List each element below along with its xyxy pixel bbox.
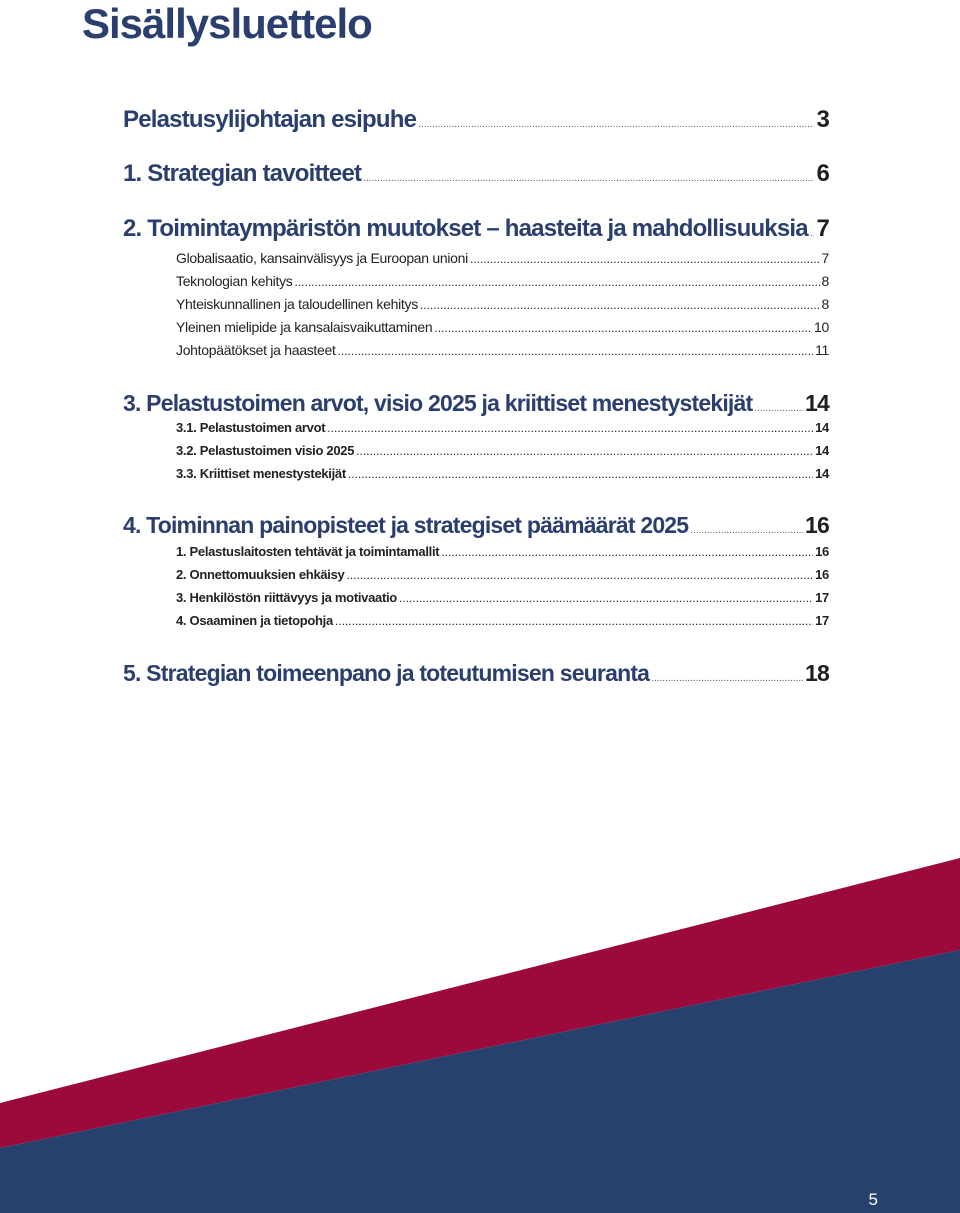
toc-page-number: 3	[816, 106, 829, 133]
toc-entry-label: Yleinen mielipide ja kansalaisvaikuttaminen	[176, 319, 433, 335]
toc-page-number: 16	[815, 544, 829, 559]
toc-page-number: 14	[815, 420, 829, 435]
toc-entry-label: Pelastusylijohtajan esipuhe	[123, 106, 417, 133]
toc-page-number: 11	[815, 342, 829, 358]
toc-entry-label: Globalisaatio, kansainvälisyys ja Euroopan unioni	[176, 250, 468, 266]
toc-entry-label: 4. Toiminnan painopisteet ja strategiset päämäärät 2025	[123, 512, 689, 538]
toc-entry-label: Johtopäätökset ja haasteet	[176, 342, 336, 358]
toc-page-number: 7	[821, 250, 829, 266]
page-title: Sisällysluettelo	[82, 0, 372, 47]
toc-entry-label: Teknologian kehitys	[176, 273, 293, 289]
toc-page-number: 17	[815, 613, 829, 628]
toc-page-number: 7	[816, 215, 829, 242]
toc-entry-label: 4. Osaaminen ja tietopohja	[176, 613, 333, 628]
toc-page-number: 6	[816, 160, 829, 187]
toc-page-number: 10	[814, 319, 829, 335]
toc-page-number: 18	[805, 660, 829, 686]
toc-entry-label: 3.2. Pelastustoimen visio 2025	[176, 443, 355, 458]
toc-page-number: 8	[821, 296, 829, 312]
toc-page-number: 16	[815, 567, 829, 582]
toc-entry-label: 3.1. Pelastustoimen arvot	[176, 420, 326, 435]
toc-entry-label: 3. Pelastustoimen arvot, visio 2025 ja kriittiset menestystekijät	[123, 390, 753, 416]
toc-page-number: 17	[815, 590, 829, 605]
toc-entry-label: 2. Toimintaympäristön muutokset – haasteita ja mahdollisuuksia	[123, 215, 808, 242]
toc-entry-label: 1. Pelastuslaitosten tehtävät ja toimintamallit	[176, 544, 440, 559]
toc-entry-label: Yhteiskunnallinen ja taloudellinen kehitys	[176, 296, 418, 312]
toc-entry-label: 3. Henkilöstön riittävyys ja motivaatio	[176, 590, 397, 605]
toc-page-number: 14	[815, 466, 829, 481]
toc-entry-label: 1. Strategian tavoitteet	[123, 160, 362, 187]
toc-entry-label: 3.3. Kriittiset menestystekijät	[176, 466, 346, 481]
toc-entry-label: 2. Onnettomuuksien ehkäisy	[176, 567, 345, 582]
toc-entry-label: 5. Strategian toimeenpano ja toteutumisen seuranta	[123, 660, 650, 686]
toc-page-number: 14	[815, 443, 829, 458]
page-number: 5	[868, 1190, 878, 1209]
toc-page-number: 8	[821, 273, 829, 289]
toc-page-number: 16	[805, 512, 829, 538]
toc-page-number: 14	[805, 390, 829, 416]
